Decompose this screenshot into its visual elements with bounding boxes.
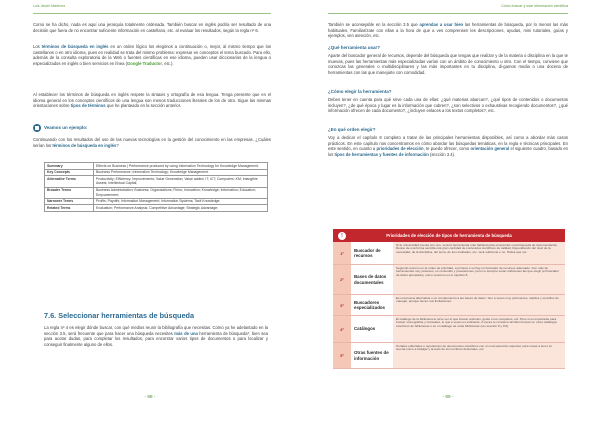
subheading: ¿Cómo elegir la herramienta? bbox=[328, 89, 392, 94]
table-row bbox=[45, 163, 268, 170]
tool-description: Si tu universidad cuenta con uno, será la herramienta más habitual para emprender una búsqueda de documentación. Reúne de una forma sencilla una gran cantidad de contenidos científicos de calidad. Dependiendo del nivel de la necesidad, de la disciplina, del tema, de los resultados, etc. será suficiente o no. Habrá que ver. bbox=[393, 242, 565, 264]
priority-number: 4º bbox=[333, 316, 351, 342]
paragraph: Continuando con los resultados del uso de las nuevas tecnologías en la gestión del conocimiento en las empresas. ¿Cuáles serían los términos de búsqueda en inglés? bbox=[33, 137, 271, 148]
row-value: Business Performance; Information Technology; Knowledge Management. bbox=[94, 169, 268, 176]
priority-number: 1º bbox=[333, 242, 351, 264]
emphasis: términos de búsqueda en inglés bbox=[41, 44, 109, 49]
running-header-author: Luis Javier Martínez bbox=[33, 4, 66, 8]
row-key: Related Terms bbox=[45, 205, 94, 212]
emphasis: más de una bbox=[174, 330, 198, 336]
header-rule bbox=[33, 13, 271, 14]
header-rule bbox=[328, 13, 568, 14]
table-row bbox=[45, 205, 268, 212]
example-icon bbox=[33, 124, 41, 132]
row-value: Evaluation; Performance Analysis; Competitive Advantage; Strategic Advantage; bbox=[94, 205, 268, 212]
priority-number: 2º bbox=[333, 265, 351, 294]
paragraph: Como se ha dicho, nada es aquí una jerarquía totalmente ordenada. También buscar en inglés podría ser resultado de una decisión que fuera de no encontrar suficiente información en castellano, etc. al evaluar los resultados, según la regla nº 6. bbox=[33, 22, 271, 33]
priority-row bbox=[333, 295, 565, 316]
page-number: - 88 - bbox=[144, 394, 156, 399]
priorities-table bbox=[333, 229, 565, 369]
paragraph: También se aconsejable en la sección 3.5 que aprendas a usar bien las herramientas de búsqueda, por lo menos las más habituales. Familiarízate con ellas a la hora de que a ves comprensen les descripciones, ayudas, mini tutoriales, guías y ejemplos, ven atención, etc. bbox=[328, 22, 568, 39]
tool-description: Segundo recurso en la orden de prioridad, a primera o su hay un buscador de recursos adecuado. Son más de herramientas muy potentes, en contenido y prestaciones, pero no siempre serán suficientes las que elegir (el buscador de datos apropiado), como veremos en el capítulo 8. bbox=[393, 265, 565, 294]
table-row bbox=[45, 169, 268, 176]
section-title: 7.6. Seleccionar herramientas de búsqueda bbox=[44, 311, 195, 320]
row-value: Business Administration; Business; Organizations; Firms; Innovation; Knowledge; Information; Education; Empowerment; bbox=[94, 187, 268, 198]
tool-description: Portales editoriales o repositorios de documentos científicos con un una selección especial, para cosas a tener en cuenta como a trabajar y la tesis de los nombres doctorales, etc. bbox=[393, 343, 565, 368]
tool-description: Es una buena alternativa o un complemento a las bases de datos. Son a veces muy pertinentes, rápidos y sencillos de manejar, aunque tienen sus limitaciones. bbox=[393, 295, 565, 315]
emphasis: tipos de términos bbox=[70, 103, 106, 109]
priority-row bbox=[333, 265, 565, 295]
row-key: Key Concepts bbox=[45, 169, 94, 176]
row-value: Profits; Payoffs; Information Management; Information Systems; Tacit Knowledge; bbox=[94, 198, 268, 205]
link-google-traductor[interactable]: Google Traductor bbox=[127, 60, 162, 66]
running-header-title: Cómo buscar y usar información científica bbox=[501, 4, 568, 8]
tool-name: Otras fuentes de información bbox=[354, 350, 389, 361]
emphasis: tipos de herramientas y fuentes de información bbox=[334, 151, 429, 157]
emphasis: aprendas a usar bien bbox=[419, 22, 464, 27]
paragraph: Los términos de búsqueda en inglés en un orden lógico los elegimos a continuación o, mejor, al mismo tiempo que los castellanos o en otro idioma, pues en realidad se trata del mismo problema: expresar en conceptos el tema buscado. Para ello, además de la consulta exploratoria de la Web o fuentes científicas en ese idioma, pueden usar diccionarios de la lengua o especializados en inglés o bien servicios en línea (Google Traductor, etc.). bbox=[33, 44, 271, 66]
priority-row bbox=[333, 316, 565, 343]
table-row bbox=[45, 176, 268, 187]
priority-row bbox=[333, 343, 565, 369]
row-value: Productivity; Efficiency; Improvements; Value Generation; Value added; IT; ICT; Computers; KM; Intangible Assets; Intellectual Capital; bbox=[94, 176, 268, 187]
tool-description: El catálogo de la biblioteca te sirve ver el qué buscar artículos, guías o los completos, etc. Pero si es importante para buscar monografías y manuales, lo que a veces es suficiente. A veces te conviene también buscar en otros catálogos colectivos de bibliotecas o en el catálogo de otras bibliotecas (ver sección 8 y 8.5). bbox=[393, 316, 565, 342]
row-key: Narrower Terms bbox=[45, 198, 94, 205]
priorities-table-title: Prioridades de elección de tipos de herramienta de búsqueda bbox=[386, 233, 512, 238]
paragraph: Aparte del buscador general de recursos, depende del búsqueda que tengas que realizar y de la materia o disciplina en la que te muevas, pues las herramientas más especializadas varían con un ámbito de conocimiento u otro. Con el tiempo, conviene que conozcas las generales o multidisciplinares y las más importantes en tu disciplina, di-gamos media o una docena de herramientas con las que manejarte con comodidad. bbox=[328, 53, 568, 75]
tool-name: Bases de datos documentales bbox=[354, 274, 387, 285]
table-row bbox=[45, 198, 268, 205]
row-key: Summary bbox=[45, 163, 94, 170]
row-value: Effects on Business | Performance produced by using Information Technology for Knowledge Management. bbox=[94, 163, 268, 170]
subheading: ¿En qué orden elegir? bbox=[328, 127, 376, 132]
emphasis: prioridades de elección bbox=[376, 146, 424, 152]
priority-number: 3º bbox=[333, 295, 351, 315]
priority-row bbox=[333, 242, 565, 265]
keywords-table bbox=[44, 162, 268, 212]
priority-number: 5º bbox=[333, 343, 351, 368]
row-key: Alternative Terms bbox=[45, 176, 94, 187]
tool-name: Catálogos bbox=[354, 326, 376, 332]
right-page bbox=[300, 0, 600, 424]
paragraph: Debes tener en cuenta para qué sirve cada una de ellas: ¿qué materias abarcan?, ¿qué tipos de contenidos o documentos incluyen?, ¿de qué época y lugar es la información que cubren?, ¿son selectivos o exhaustivas recogiendo documentos?, ¿qué información ofrecen de cada documento?, ¿incluyen enlaces a los textos completos?, etc. bbox=[328, 97, 568, 114]
paragraph: La regla nº 4 es elegir dónde buscar, con qué medios reunir la bibliografía que necesitas. Como ya he adelantado en la sección 3.5, será frecuente que para hacer una búsqueda necesites más de una herramienta de búsqueda*, bien sea para acotar dudas, para completar los resultados, para encontrar varios tipos de documentos o para localizar y conseguir finalmente alguno de ellos. bbox=[44, 325, 268, 347]
priorities-table-header bbox=[333, 229, 565, 242]
paragraph: Voy a dedicar el capítulo 8 completo a tratar de las principales herramientas disponibles, así como a abordar más casos prácticos. En este capítulo nos concentramos en cómo abordar las búsquedas temáticas, en la regla e técnicas principales. En este sentido, en cuanto a prioridades de elección, te puedo ofrecer, como orientación general el siguiente cuadro, basado en los tipos de herramientas y fuentes de información (sección 3.4). bbox=[328, 135, 568, 157]
emphasis: términos de búsqueda en inglés bbox=[52, 142, 117, 148]
table-row bbox=[45, 187, 268, 198]
tool-name: Buscadores especializados bbox=[354, 299, 385, 310]
exclamation-icon: ! bbox=[338, 232, 346, 240]
example-label: Veamos un ejemplo: bbox=[44, 125, 88, 130]
emphasis: orientación general bbox=[470, 146, 510, 152]
page-number: - 89 - bbox=[442, 394, 454, 399]
tool-name: Buscador de recursos bbox=[354, 247, 381, 258]
paragraph: Al establecer los términos de búsqueda en inglés respete la sintaxis y ortografía de esa lengua. Tenga presente que en el idioma general en los conceptos científicos de una lengua son menos traducciones literales de los de otra. Sigue las mismas orientaciones sobre tipos de términos que he planteado en la sección anterior. bbox=[33, 92, 271, 109]
subheading: ¿Qué herramienta usar? bbox=[328, 45, 381, 50]
row-key: Broader Terms bbox=[45, 187, 94, 198]
